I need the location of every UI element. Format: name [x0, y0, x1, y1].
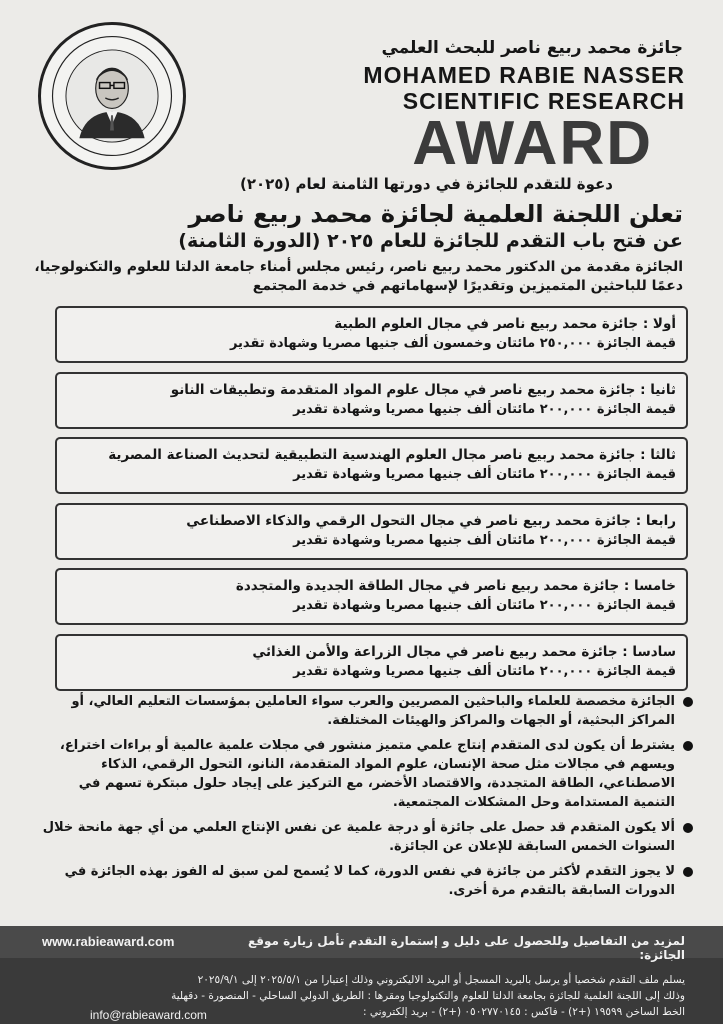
contact-text: الخط الساخن ١٩٥٩٩ (+٢) - فاكس : ٠٥٠٢٧٧٠١٤٥ (+٢) - بريد إلكتروني : — [363, 1006, 685, 1018]
website-link[interactable]: www.rabieaward.com — [42, 934, 175, 949]
category-box — [55, 306, 688, 363]
condition-text: الجائزة مخصصة للعلماء والباحثين المصريين والعرب سواء العاملين بمؤسسات التعليم العالي، أو المراكز البحثية، أو الجهات والمراكز والهيئات المختلفة. — [71, 694, 675, 728]
category-title: رابعا : جائزة محمد ربيع ناصر في مجال التحول الرقمي والذكاء الاصطناعي — [186, 512, 676, 529]
portrait-icon — [41, 25, 183, 167]
category-value: قيمة الجائزة ٢٠٠,٠٠٠ مائتان ألف جنيها مصريا وشهادة تقدير — [293, 598, 676, 613]
condition-item — [35, 692, 693, 730]
category-title: ثانيا : جائزة محمد ربيع ناصر في مجال علوم المواد المتقدمة وتطبيقات النانو — [170, 381, 676, 398]
submission-text: يسلم ملف التقدم شخصيا أو يرسل بالبريد المسجل أو البريد الاليكتروني وذلك إعتبارا من ٢٠٢٥/٥/١ إلى ٢٠٢٥/٩/١ — [197, 974, 685, 986]
condition-item — [35, 862, 693, 900]
award-description: الجائزة مقدمة من الدكتور محمد ربيع ناصر، رئيس مجلس أمناء جامعة الدلتا للعلوم والتكنولوجيا، دعمًا للباحثين المتميزين وتقديرًا لإسهاماتهم في خدمة المجتمع — [34, 259, 683, 294]
bullet-icon — [683, 697, 693, 707]
categories-list — [55, 306, 688, 699]
award-logo-seal — [38, 22, 186, 170]
bullet-icon — [683, 823, 693, 833]
conditions-list — [35, 692, 693, 906]
condition-text: لا يجوز التقدم لأكثر من جائزة في نفس الدورة، كما لا يُسمح لمن سبق له الفوز بهذه الجائزة في الدورات السابقة بالتقدم مرة أخرى. — [64, 864, 675, 898]
category-title: ثالثا : جائزة محمد ربيع ناصر مجال العلوم الهندسية التطبيقية لتحديث الصناعة المصرية — [108, 447, 676, 463]
category-box — [55, 372, 688, 429]
email-link[interactable]: info@rabieaward.com — [90, 1008, 207, 1022]
category-box — [55, 634, 688, 691]
condition-item — [35, 736, 693, 812]
condition-item — [35, 818, 693, 856]
address-text: وذلك إلى اللجنة العلمية للجائزة بجامعة الدلتا للعلوم والتكنولوجيا ومقرها : الطريق الدولي الساحلي - المنصورة - دقهلية — [171, 990, 685, 1002]
award-name-arabic: جائزة محمد ربيع ناصر للبحث العلمي — [381, 38, 683, 58]
announcement-heading: تعلن اللجنة العلمية لجائزة محمد ربيع ناصر — [188, 200, 683, 228]
announcement-subheading: عن فتح باب التقدم للجائزة للعام ٢٠٢٥ (الدورة الثامنة) — [178, 230, 683, 252]
condition-text: ألا يكون المتقدم قد حصل على جائزة أو درجة علمية عن نفس الإنتاج العلمي من أي جهة مانحة خلال السنوات الخمس السابقة للإعلان عن الجائزة. — [42, 820, 675, 854]
category-title: خامسا : جائزة محمد ربيع ناصر في مجال الطاقة الجديدة والمتجددة — [235, 578, 676, 594]
footer — [0, 926, 723, 1024]
category-box — [55, 503, 688, 560]
bullet-icon — [683, 741, 693, 751]
award-name-english-line1: MOHAMED RABIE NASSER — [363, 62, 685, 88]
condition-text: يشترط أن يكون لدى المتقدم إنتاج علمي متميز منشور في مجلات علمية عالمية أو براءات اختراع، ويسهم في مجالات مثل صحة الإنسان، علوم المواد المتقدمة، النانو، التحول الرقمي، الذكاء الاصطناعي، الطاقة المتجددة، والاقتصاد الأخضر، مع التركيز على إيجاد حلول مبتكرة تسهم في التنمية المستدامة وحل المشكلات المجتمعية. — [59, 738, 675, 810]
category-title: أولا : جائزة محمد ربيع ناصر في مجال العلوم الطبية — [334, 316, 676, 332]
category-value: قيمة الجائزة ٢٠٠,٠٠٠ مائتان ألف جنيها مصريا وشهادة تقدير — [293, 663, 676, 679]
more-info-text: لمزيد من التفاصيل وللحصول على دليل و إستمارة التقدم تأمل زيارة موقع الجائزة: — [247, 934, 685, 962]
category-value: قيمة الجائزة ٢٥٠,٠٠٠ مائتان وخمسون ألف جنيها مصريا وشهادة تقدير — [229, 336, 676, 351]
category-value: قيمة الجائزة ٢٠٠,٠٠٠ مائتان ألف جنيها مصريا وشهادة تقدير — [293, 401, 676, 417]
award-title: AWARD — [412, 109, 653, 178]
category-value: قيمة الجائزة ٢٠٠,٠٠٠ مائتان ألف جنيها مصريا وشهادة تقدير — [293, 467, 676, 482]
category-box — [55, 568, 688, 625]
category-box — [55, 437, 688, 494]
footer-website-bar — [0, 926, 723, 962]
bullet-icon — [683, 867, 693, 877]
award-name-english-line2: SCIENTIFIC RESEARCH — [402, 88, 685, 114]
invitation-line: دعوة للتقدم للجائزة في دورتها الثامنة لعام (٢٠٢٥) — [239, 175, 613, 193]
category-value: قيمة الجائزة ٢٠٠,٠٠٠ مائتان ألف جنيها مصريا وشهادة تقدير — [293, 532, 676, 548]
category-title: سادسا : جائزة محمد ربيع ناصر في مجال الزراعة والأمن الغذائي — [252, 643, 676, 660]
